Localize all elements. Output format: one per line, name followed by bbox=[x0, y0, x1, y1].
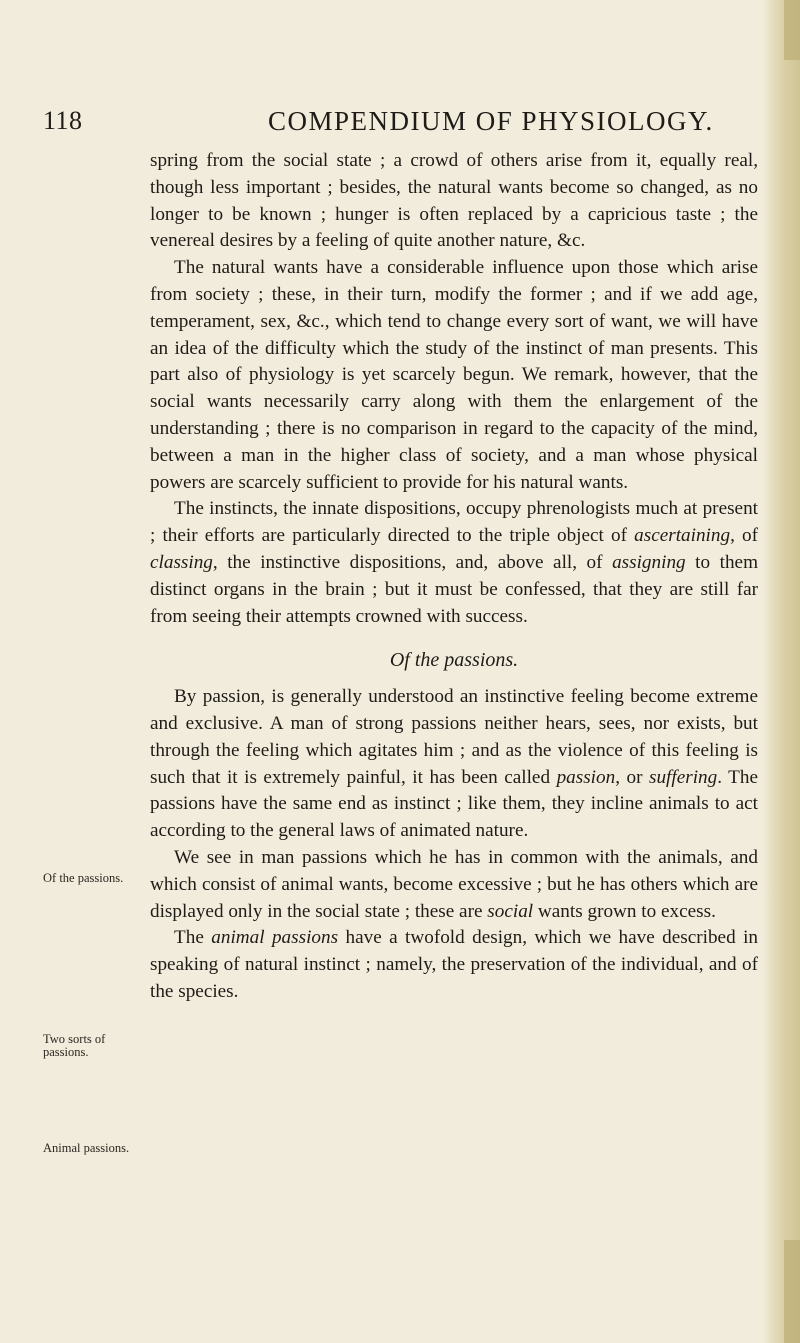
page-edge-stain bbox=[784, 1240, 800, 1343]
text-run: , of bbox=[730, 525, 758, 547]
page-number: 118 bbox=[43, 106, 83, 135]
paragraph-continued: spring from the social state ; a crowd of others arise from it, equally real, though less important ; besides, the natural wants become so changed, as no longer to be known ; hunger is often replaced by a capricious taste ; the venereal desires by a feeling of quite another nature, &c. bbox=[150, 150, 758, 252]
running-title: COMPENDIUM OF PHYSIOLOGY. bbox=[268, 106, 714, 136]
text-run: have a twofold design, which we have described in speaking of natural instinct ; namely, the preservation of the individual, and of the species. bbox=[150, 927, 758, 1002]
text-run: wants grown to excess. bbox=[533, 900, 716, 922]
page-edge-stain bbox=[784, 0, 800, 60]
text-run: The instincts, the innate dispositions, occupy phrenologists much at present ; their efforts are particularly directed to the triple object of bbox=[150, 498, 758, 547]
paragraph-animal-passions bbox=[150, 925, 758, 1005]
body-text bbox=[150, 148, 758, 1006]
paragraph-natural-wants: The natural wants have a considerable influence upon those which arise from society ; these, in their turn, modify the former ; and if we add age, temperament, sex, &c., which tend to change every sort of want, we will have an idea of the difficulty which the study of the instinct of man presents. This part also of physiology is yet scarcely begun. We remark, however, that the social wants necessarily carry along with them the enlargement of the understanding ; there is no comparison in regard to the capacity of the mind, between a man in the higher class of society, and a man whose physical powers are scarcely sufficient to provide for his natural wants. bbox=[150, 257, 758, 493]
running-head bbox=[0, 106, 800, 146]
margin-note-passions: Of the passions. bbox=[43, 871, 124, 885]
text-run: We see in man passions which he has in common with the animals, and which consist of animal wants, become excessive ; but he has others which are displayed only in the social state ; these are bbox=[150, 846, 758, 922]
italic-term: animal passions bbox=[211, 927, 339, 949]
italic-term: passion bbox=[556, 766, 616, 788]
text-run: . The passions have the same end as instinct ; like them, they incline animals to act according to the general laws of animated nature. bbox=[150, 766, 759, 842]
italic-term: assigning bbox=[612, 551, 686, 573]
paragraph-instincts bbox=[150, 496, 758, 630]
text-run: , the instinctive dispositions, and, above all, of bbox=[212, 551, 613, 573]
italic-term: suffering bbox=[649, 766, 718, 788]
section-heading: Of the passions. bbox=[389, 649, 519, 672]
text-run: By passion, is generally understood an instinctive feeling become extreme and exclusive. A man of strong passions neither hears, sees, nor exists, but through the feeling which agitates him ; and as the violence of this feeling is such that it is extremely painful, it has been called bbox=[150, 686, 758, 788]
text-run: The bbox=[174, 927, 212, 949]
margin-note-animal: Animal passions. bbox=[43, 1141, 130, 1155]
italic-term: classing bbox=[150, 551, 213, 573]
text-run: , or bbox=[615, 766, 649, 788]
text-run: to them distinct organs in the brain ; but it must be confessed, that they are still far from seeing their attempts crowned with success. bbox=[150, 551, 759, 627]
paragraph-two-sorts bbox=[150, 845, 758, 925]
italic-term: ascertaining bbox=[634, 525, 731, 547]
margin-note-two-sorts: Two sorts of passions. bbox=[43, 1032, 106, 1059]
paragraph-passion-definition bbox=[150, 684, 758, 845]
page-edge bbox=[762, 0, 800, 1343]
italic-term: social bbox=[487, 900, 534, 922]
